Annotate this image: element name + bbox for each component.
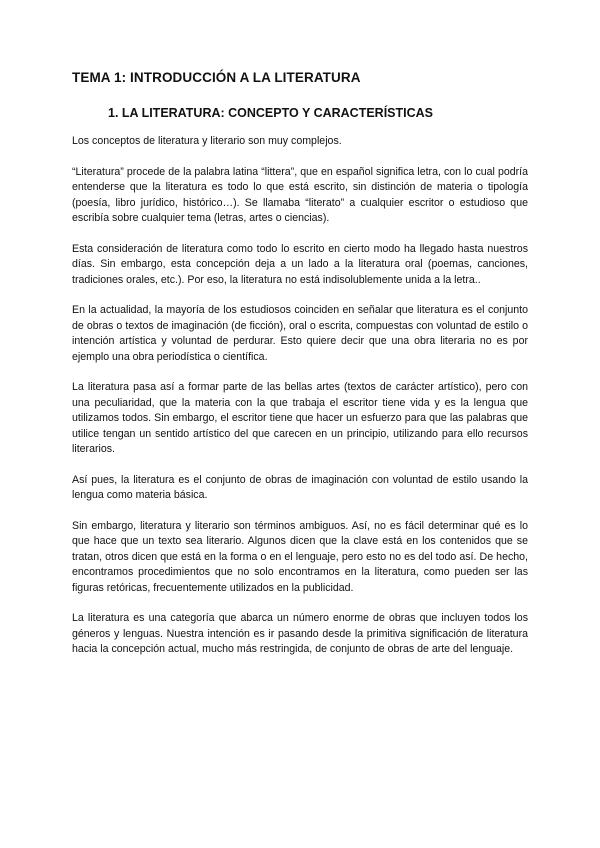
- paragraph: En la actualidad, la mayoría de los estudiosos coinciden en señalar que literatura es el conjunto de obras o textos de imaginación (de ficción), oral o escrita, compuestas con voluntad de estilo o intención artística y voluntad de perdurar. Esto quiere decir que una obra literaria no es por ejemplo una obra periodística o científica.: [72, 304, 528, 363]
- document-body: [72, 134, 528, 673]
- paragraph: Sin embargo, literatura y literario son términos ambiguos. Así, no es fácil determinar qué es lo que hace que un texto sea literario. Algunos dicen que la clave está en los contenidos que se tratan, otros dicen que está en la forma o en el lenguaje, pero esto no es del todo así. De hecho, encontramos procedimientos que no solo encontramos en la literatura, como pueden ser las figuras retóricas, frecuentemente utilizados en la publicidad.: [72, 519, 528, 594]
- paragraph: Los conceptos de literatura y literario son muy complejos.: [72, 135, 342, 147]
- paragraph: Así pues, la literatura es el conjunto de obras de imaginación con voluntad de estilo usando la lengua como materia básica.: [72, 473, 528, 501]
- paragraph: “Literatura” procede de la palabra latina “littera”, que en español significa letra, con lo cual podría entenderse que la literatura es todo lo que está escrito, sin distinción de materia o tipología (poesía, libro jurídico, histórico…). Se llamaba “literato” a cualquier escritor o estudioso que escribía sobre cualquier tema (letras, artes o ciencias).: [72, 165, 528, 224]
- section-heading: 1. LA LITERATURA: CONCEPTO Y CARACTERÍSTICAS: [108, 106, 434, 120]
- paragraph: La literatura es una categoría que abarca un número enorme de obras que incluyen todos los géneros y lenguas. Nuestra intención es ir pasando desde la primitiva significación de literatura hacia la concepción actual, mucho más restringida, de conjunto de obras de arte del lenguaje.: [72, 612, 528, 655]
- paragraph: Esta consideración de literatura como todo lo escrito en cierto modo ha llegado hasta nuestros días. Sin embargo, esta concepción deja a un lado a la literatura oral (poemas, canciones, tradiciones orales, etc.). Por eso, la literatura no está indisolublemente unida a la letra..: [72, 242, 528, 286]
- document-title: TEMA 1: INTRODUCCIÓN A LA LITERATURA: [72, 70, 361, 85]
- paragraph: La literatura pasa así a formar parte de las bellas artes (textos de carácter artístico), pero con una peculiaridad, que la materia con la que trabaja el escritor tiene vida y es la lengua que utilizamos todos. Sin embargo, el escritor tiene que hacer un esfuerzo para que las palabras que utilice tengan un sentido artístico del que carecen en un principio, utilizando para ello recursos literarios.: [72, 381, 528, 455]
